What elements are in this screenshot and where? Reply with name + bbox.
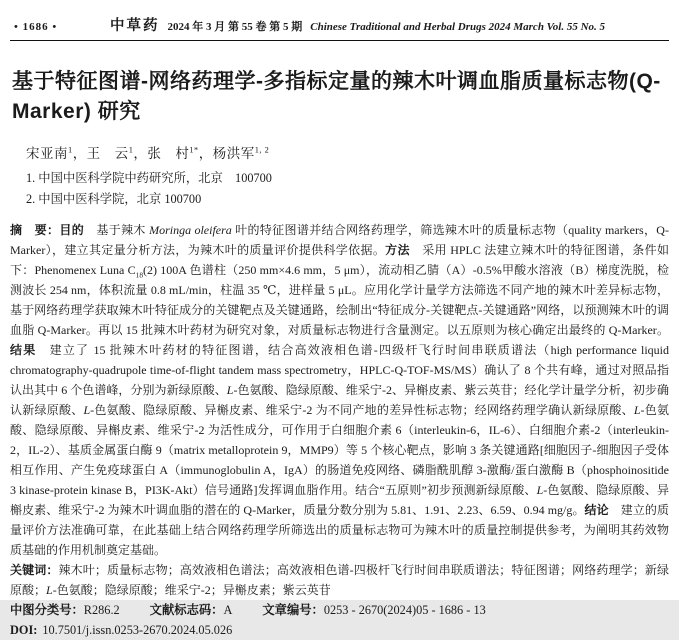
doc-code-label: 文献标志码： [149, 603, 224, 617]
doc-code-value: A [223, 603, 233, 617]
page-number: • 1686 • [14, 21, 58, 33]
journal-title-english: Chinese Traditional and Herbal Drugs 2024 March Vol. 55 No. 5 [310, 21, 606, 33]
clc-label: 中图分类号： [10, 603, 84, 617]
abstract: 摘 要：目的 基于辣木 Moringa oleifera 叶的特征图谱并结合网络药理学，筛选辣木叶的质量标志物（quality markers，Q-Marker），建立其定量分析方法，为辣木叶的质量评价提供科学依据。方法 采用 HPLC 法建立辣木叶的特征图谱，条件如下：Phenomenex Luna $C_{18}(2)$ 100A 色谱柱（250 mm×4.6 mm，5 μm），流动相乙腈（A）-0.5%甲酸水溶液（B）梯度洗脱，检测波长 254 nm，体积流量 0.8 mL/min，柱温 35 ℃，进样量 5 μL。应用化学计量学方法筛选不同产地的辣木叶差异标志物，基于网络药理学获取辣木叶特征成分的关键靶点及关键通路，绘制出“特征成分-关键靶点-关键通路”网络，以预测辣木叶的调血脂 Q-Marker。再以 15 批辣木叶药材为研究对象，对质量标志物进行含量测定。以五原则为核心确定出最终的 Q-Marker。结果 建立了 15 批辣木叶药材的特征图谱，结合高效液相色谱-四级杆飞行时间串联质谱法（high performance liquid chromatography-quadrupole time-of-flight tandem mass spectrometry，HPLC-Q-TOF-MS/MS）确认了 8 个共有峰，通过对照品指认出其中 6 个色谱峰，分别为新绿原酸、L-色氨酸、隐绿原酸、维采宁-2、异槲皮素、紫云英苷；经化学计量学分析，初步确认新绿原酸、L-色氨酸、隐绿原酸、异槲皮素、维采宁-2 为不同产地的差异性标志物；经网络药理学确认新绿原酸、L-色氨酸、隐绿原酸、异槲皮素、维采宁-2 为活性成分，可作用于白细胞介素 6（interleukin-6，IL-6）、白细胞介素-2（interleukin-2，IL-2）、基质金属蛋白酶 9（matrix metalloprotein 9，MMP9）等 5 个核心靶点，影响 3 条关键通路[细胞因子-细胞因子受体相互作用、产生免疫球蛋白 A（immunoglobulin A，IgA）的肠道免疫网络、磷脂酰肌醇 3-激酶/蛋白激酶 B（phosphoinositide 3 kinase-protein kinase B，PI3K-Akt）信号通路]发挥调血脂作用。结合“五原则”初步预测新绿原酸、L-色氨酸、隐绿原酸、异槲皮素、维采宁-2 为辣木叶调血脂的潜在的 Q-Marker，质量分数分别为 5.81、1.91、2.23、6.59、0.94 mg/g。结论 建立的质量评价方法准确可靠，在此基础上结合网络药理学所筛选出的质量标志物可为辣木叶的质量控制提供参考，为阐明其药效物质基础的作用机制奠定基础。 [10, 223, 669, 557]
keywords: 关键词：辣木叶；质量标志物；高效液相色谱法；高效液相色谱-四极杆飞行时间串联质谱法；特征图谱；网络药理学；新绿原酸；L-色氨酸；隐绿原酸；维采宁-2；异槲皮素；紫云英苷 [10, 563, 669, 597]
affiliation-2: 2. 中国中医科学院，北京 100700 [26, 191, 202, 206]
doi-value: 10.7501/j.issn.0253-2670.2024.05.026 [42, 623, 233, 637]
issue-info: 2024 年 3 月 第 55 卷 第 5 期 [167, 21, 303, 33]
article-no-value: 0253 - 2670(2024)05 - 1686 - 13 [323, 603, 486, 617]
authors-line: 宋亚南$^1$，王 云$^1$，张 村$^{1*}$，杨洪军$^{1, 2}$ [26, 145, 270, 161]
meta-line [10, 601, 669, 620]
affiliations [10, 168, 669, 209]
affiliation-1: 1. 中国中医科学院中药研究所，北京 100700 [26, 171, 272, 185]
journal-logo: 中草药 [110, 18, 160, 34]
header-rule [10, 40, 669, 41]
clc-value: R286.2 [83, 603, 120, 617]
doi-line [10, 621, 669, 640]
doi-label: DOI: [10, 623, 38, 637]
article-title: 基于特征图谱-网络药理学-多指标定量的辣木叶调血脂质量标志物(Q-Marker) 研究 [12, 70, 661, 123]
article-no-label: 文章编号： [262, 603, 324, 617]
journal-header [10, 12, 669, 40]
